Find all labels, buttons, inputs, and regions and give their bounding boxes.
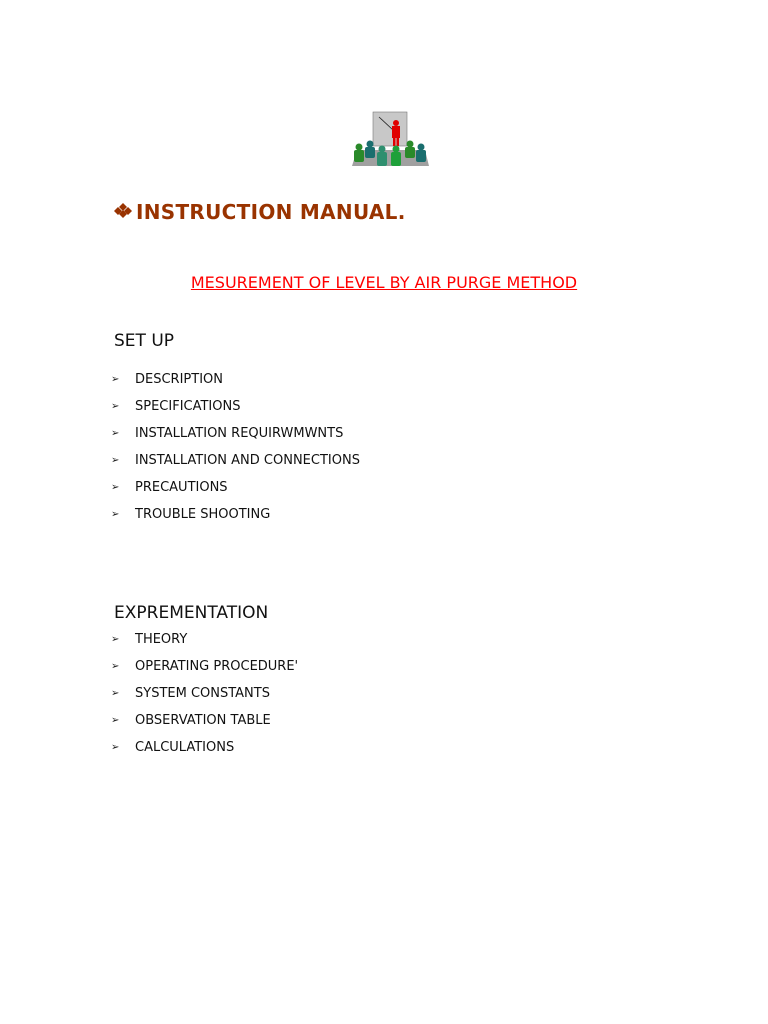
list-item-label: OBSERVATION TABLE [135, 713, 271, 728]
list-item-label: INSTALLATION REQUIRWMWNTS [135, 426, 344, 441]
experimentation-heading: EXPREMENTATION [114, 603, 269, 623]
list-item-label: DESCRIPTION [135, 372, 223, 387]
setup-heading: SET UP [114, 331, 175, 351]
arrow-bullet-icon: ➢ [111, 455, 120, 466]
document-subtitle: MESUREMENT OF LEVEL BY AIR PURGE METHOD [190, 273, 578, 292]
list-item [111, 501, 360, 528]
list-item [111, 447, 360, 474]
arrow-bullet-icon: ➢ [111, 428, 120, 439]
list-item [111, 734, 298, 761]
list-item [111, 393, 360, 420]
list-item [111, 626, 298, 653]
diamond-bullet-icon [114, 200, 134, 224]
arrow-bullet-icon: ➢ [111, 661, 120, 672]
list-item-label: PRECAUTIONS [135, 480, 228, 495]
arrow-bullet-icon: ➢ [111, 715, 120, 726]
arrow-bullet-icon: ➢ [111, 401, 120, 412]
list-item-label: CALCULATIONS [135, 740, 235, 755]
list-item-label: SYSTEM CONSTANTS [135, 686, 270, 701]
list-item [111, 680, 298, 707]
arrow-bullet-icon: ➢ [111, 374, 120, 385]
setup-list [111, 366, 360, 528]
arrow-bullet-icon: ➢ [111, 482, 120, 493]
arrow-bullet-icon: ➢ [111, 634, 120, 645]
list-item-label: THEORY [135, 632, 188, 647]
arrow-bullet-icon: ➢ [111, 688, 120, 699]
list-item-label: OPERATING PROCEDURE' [135, 659, 299, 674]
list-item-label: SPECIFICATIONS [135, 399, 241, 414]
list-item [111, 420, 360, 447]
experimentation-list [111, 626, 298, 761]
list-item [111, 474, 360, 501]
list-item [111, 653, 298, 680]
list-item-label: TROUBLE SHOOTING [135, 507, 271, 522]
presentation-clipart-icon [351, 110, 430, 170]
arrow-bullet-icon: ➢ [111, 509, 120, 520]
manual-title-text: INSTRUCTION MANUAL. [136, 200, 406, 224]
list-item [111, 707, 298, 734]
arrow-bullet-icon: ➢ [111, 742, 120, 753]
list-item-label: INSTALLATION AND CONNECTIONS [135, 453, 360, 468]
list-item [111, 366, 360, 393]
manual-title [114, 200, 406, 224]
